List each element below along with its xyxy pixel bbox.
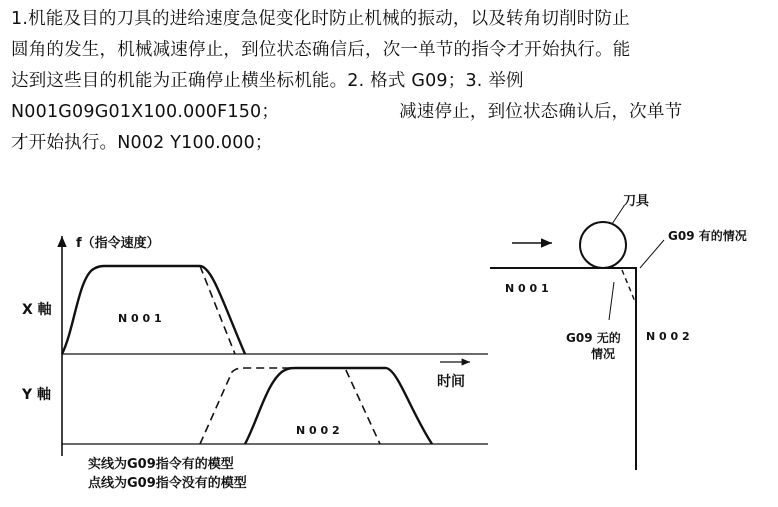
n001-solid-curve bbox=[62, 266, 245, 354]
with-g09-leader bbox=[640, 240, 664, 268]
x-axis-label: X 軸 bbox=[22, 302, 52, 318]
text-line-2: 圆角的发生，机械减速停止，到位状态确信后，次一单节的指令才开始执行。能 bbox=[11, 40, 631, 60]
y-axis-label: Y 軸 bbox=[22, 387, 52, 403]
cutting-tool-icon bbox=[580, 222, 626, 268]
with-g09-label: G09 有的情况 bbox=[668, 229, 747, 243]
legend-solid-caption: 实线为G09指令有的模型 bbox=[88, 457, 234, 472]
n002-dashed-curve bbox=[200, 368, 380, 444]
speed-time-chart bbox=[21, 235, 488, 456]
n001-dashed-drop bbox=[200, 266, 235, 354]
corner-n001-label: N 0 0 1 bbox=[505, 282, 549, 295]
corner-n002-label: N 0 0 2 bbox=[646, 330, 690, 343]
without-g09-leader bbox=[609, 282, 614, 320]
n001-label: N 0 0 1 bbox=[118, 312, 162, 325]
corner-diagram bbox=[490, 194, 747, 470]
example-code: N001G09G01X100.000F150； bbox=[11, 102, 280, 122]
without-g09-label-1: G09 无的 bbox=[566, 331, 621, 345]
n002-label: N 0 0 2 bbox=[296, 424, 340, 437]
tool-label: 刀具 bbox=[623, 194, 650, 209]
legend-dashed-caption: 点线为G09指令没有的模型 bbox=[88, 476, 247, 491]
without-g09-label-2: 情况 bbox=[591, 347, 616, 361]
text-line-3: 达到这些目的机能为正确停止横坐标机能。2. 格式 G09；3. 举例 bbox=[11, 71, 524, 91]
time-label: 时间 bbox=[437, 374, 465, 390]
text-line-1: 1.机能及目的刀具的进给速度急促变化时防止机械的振动，以及转角切削时防止 bbox=[11, 9, 630, 29]
workpiece-path bbox=[490, 268, 636, 470]
f-axis-label: f（指令速度） bbox=[76, 236, 160, 251]
text-line-5: 才开始执行。N002 Y100.000； bbox=[11, 133, 273, 153]
without-g09-dashed-path bbox=[622, 270, 636, 304]
example-explanation: 减速停止，到位状态确认后，次单节 bbox=[399, 102, 683, 122]
